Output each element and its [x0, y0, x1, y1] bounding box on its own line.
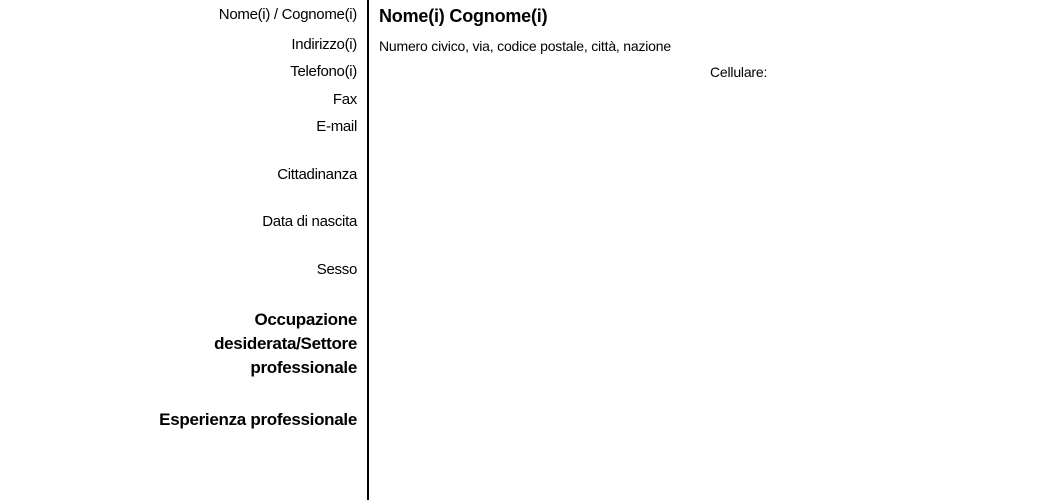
label-experience: Esperienza professionale [159, 410, 357, 429]
label-birthdate: Data di nascita [262, 213, 357, 230]
label-fax: Fax [332, 91, 357, 108]
label-email: E-mail [316, 118, 357, 135]
label-sex: Sesso [316, 261, 357, 278]
value-mobile-label: Cellulare: [710, 64, 768, 80]
label-name: Nome(i) / Cognome(i) [218, 6, 357, 23]
label-occupation-line2: desiderata/Settore [214, 334, 357, 353]
label-citizenship: Cittadinanza [277, 166, 357, 183]
label-address: Indirizzo(i) [291, 36, 357, 53]
label-occupation-line3: professionale [250, 358, 357, 377]
value-name: Nome(i) Cognome(i) [379, 6, 548, 26]
label-phone: Telefono(i) [290, 63, 357, 80]
value-address: Numero civico, via, codice postale, città, nazione [379, 38, 671, 54]
label-occupation-line1: Occupazione [254, 310, 357, 329]
column-divider [367, 0, 369, 500]
